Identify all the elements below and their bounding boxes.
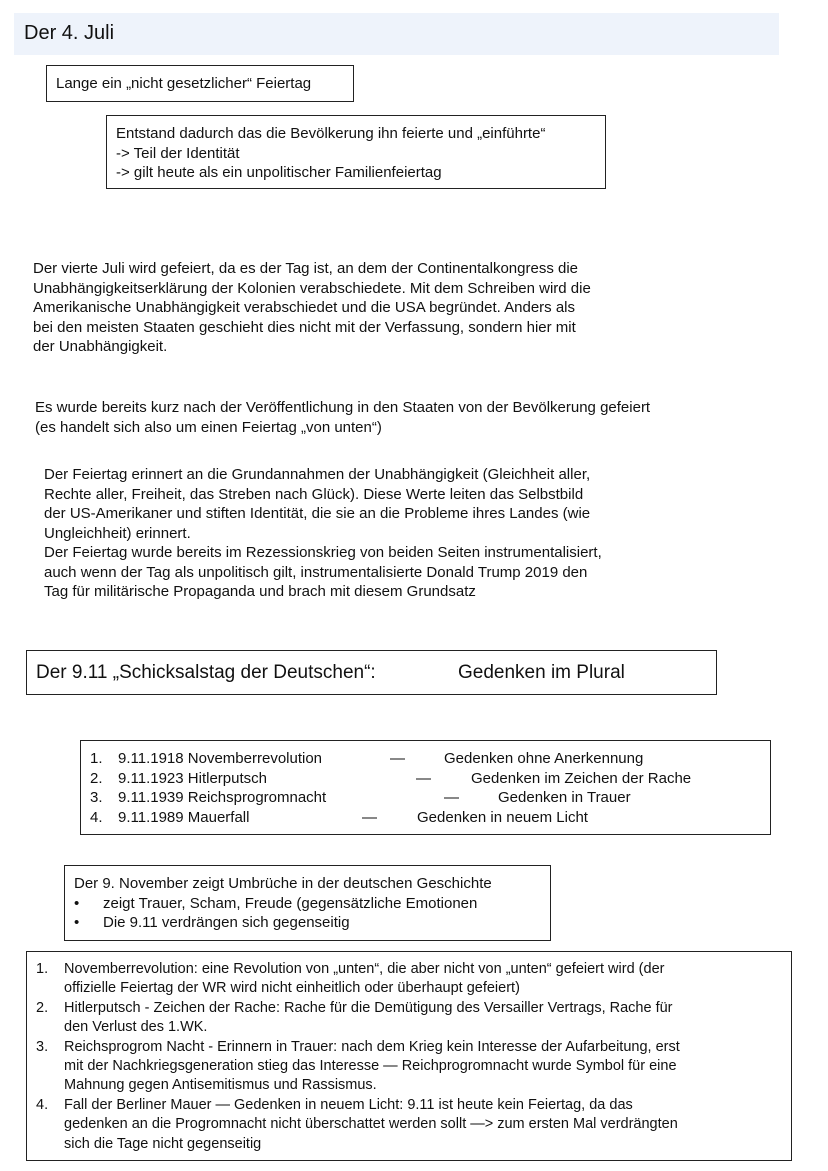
paragraph-line: Der Feiertag wurde bereits im Rezessionskrieg von beiden Seiten instrumentalisiert, bbox=[44, 544, 602, 561]
paragraph-reason bbox=[33, 259, 591, 357]
list-number: 2. bbox=[90, 769, 103, 787]
paragraph-line: auch wenn der Tag als unpolitisch gilt, instrumentalisierte Donald Trump 2019 den bbox=[44, 563, 588, 581]
list-item bbox=[90, 749, 322, 769]
paragraph-line: Der Feiertag erinnert an die Grundannahmen der Unabhängigkeit (Gleichheit aller, bbox=[44, 466, 591, 483]
note-box-origin bbox=[106, 115, 606, 189]
dash-separator: — bbox=[416, 769, 431, 787]
list-item bbox=[36, 1096, 680, 1154]
note-line: Entstand dadurch das die Bevölkerung ihn feierte und „einführte“ bbox=[116, 125, 546, 142]
list-meaning: Gedenken im Zeichen der Rache bbox=[471, 769, 692, 787]
list-line: Novemberrevolution: eine Revolution von „unten“, die aber nicht von „unten“ gefeiert wird (der bbox=[64, 961, 665, 977]
summary-heading: Der 9. November zeigt Umbrüche in der deutschen Geschichte bbox=[74, 875, 492, 892]
paragraph-values bbox=[44, 465, 602, 602]
dash-separator: — bbox=[444, 789, 459, 806]
paragraph-line: (es handelt sich also um einen Feiertag „von unten“) bbox=[35, 418, 382, 436]
list-item bbox=[36, 1038, 680, 1096]
details-box bbox=[26, 951, 792, 1161]
bullet-text: Die 9.11 verdrängen sich gegenseitig bbox=[103, 914, 350, 931]
note-line: -> gilt heute als ein unpolitischer Familienfeiertag bbox=[116, 164, 442, 181]
list-line: Mahnung gegen Antisemitismus und Rassismus. bbox=[64, 1077, 377, 1094]
paragraph-line: Unabhängigkeitserklärung der Kolonien verabschiedete. Mit dem Schreiben wird die bbox=[33, 279, 591, 297]
list-line: Hitlerputsch - Zeichen der Rache: Rache für die Demütigung des Versailler Vertrags, Rache für bbox=[64, 999, 673, 1016]
bullet-item bbox=[74, 913, 492, 933]
paragraph-line: Es wurde bereits kurz nach der Veröffentlichung in den Staaten von der Bevölkerung gefeiert bbox=[35, 399, 651, 416]
list-line: sich die Tage nicht gegenseitig bbox=[64, 1135, 262, 1152]
bullet-icon: • bbox=[74, 894, 80, 912]
details-list bbox=[36, 960, 680, 1154]
dates-list bbox=[90, 749, 760, 829]
list-meaning: Gedenken ohne Anerkennung bbox=[444, 750, 644, 767]
list-item bbox=[36, 960, 680, 999]
section-title-box bbox=[26, 650, 717, 695]
paragraph-line: bei den meisten Staaten geschieht dies nicht mit der Verfassung, sondern hier mit bbox=[33, 318, 576, 336]
list-line: Reichsprogrom Nacht - Erinnern in Trauer: nach dem Krieg kein Interesse der Aufarbeitung, erst bbox=[64, 1038, 680, 1055]
page-header bbox=[14, 13, 779, 55]
section-title: Der 9.11 „Schicksalstag der Deutschen“: bbox=[36, 662, 376, 683]
list-line: offizielle Feiertag der WR wird nicht einheitlich oder überhaupt gefeiert) bbox=[64, 980, 520, 997]
paragraph-line: Der vierte Juli wird gefeiert, da es der Tag ist, an dem der Continentalkongress die bbox=[33, 260, 579, 277]
list-date: 9.11.1939 Reichsprogromnacht bbox=[118, 789, 327, 806]
list-number: 4. bbox=[90, 808, 103, 826]
summary-box bbox=[64, 865, 551, 941]
summary-content bbox=[74, 874, 492, 933]
list-item bbox=[90, 808, 249, 828]
dash-separator: — bbox=[362, 808, 377, 826]
list-meaning: Gedenken in neuem Licht bbox=[417, 808, 588, 826]
bullet-item bbox=[74, 894, 492, 914]
list-item bbox=[36, 999, 680, 1038]
paragraph-line: Amerikanische Unabhängigkeit verabschiedet und die USA begründet. Anders als bbox=[33, 299, 576, 316]
list-date: 9.11.1918 Novemberrevolution bbox=[118, 750, 323, 767]
list-number: 4. bbox=[36, 1096, 49, 1113]
list-number: 3. bbox=[36, 1038, 49, 1055]
bullet-icon: • bbox=[74, 914, 80, 931]
bullet-text: zeigt Trauer, Scham, Freude (gegensätzliche Emotionen bbox=[103, 894, 478, 912]
dates-list-box bbox=[80, 740, 771, 835]
list-number: 3. bbox=[90, 789, 103, 806]
paragraph-line: Ungleichheit) erinnert. bbox=[44, 524, 191, 542]
paragraph-celebration bbox=[35, 398, 650, 437]
note-text: Lange ein „nicht gesetzlicher“ Feiertag bbox=[56, 75, 312, 92]
page-title: Der 4. Juli bbox=[24, 22, 115, 44]
list-number: 1. bbox=[36, 961, 49, 977]
list-line: mit der Nachkriegsgeneration stieg das Interesse — Reichprogromnacht wurde Symbol für eine bbox=[64, 1058, 677, 1075]
list-item bbox=[90, 788, 326, 808]
list-number: 2. bbox=[36, 999, 49, 1016]
list-item bbox=[90, 769, 267, 789]
note-lines bbox=[116, 124, 545, 183]
list-meaning: Gedenken in Trauer bbox=[498, 789, 631, 806]
section-subtitle: Gedenken im Plural bbox=[458, 662, 625, 683]
list-line: gedenken an die Progromnacht nicht überschattet werden sollt —> zum ersten Mal verdrängten bbox=[64, 1116, 678, 1133]
dash-separator: — bbox=[390, 750, 405, 767]
paragraph-line: der US-Amerikaner und stiften Identität, die sie an die Probleme ihres Landes (wie bbox=[44, 505, 591, 522]
list-date: 9.11.1923 Hitlerputsch bbox=[118, 769, 267, 787]
list-line: den Verlust des 1.WK. bbox=[64, 1019, 208, 1036]
paragraph-line: Tag für militärische Propaganda und brach mit diesem Grundsatz bbox=[44, 583, 476, 600]
paragraph-line: der Unabhängigkeit. bbox=[33, 338, 168, 355]
list-number: 1. bbox=[90, 750, 103, 767]
note-line: -> Teil der Identität bbox=[116, 144, 240, 162]
list-line: Fall der Berliner Mauer — Gedenken in neuem Licht: 9.11 ist heute kein Feiertag, da das bbox=[64, 1096, 633, 1113]
list-date: 9.11.1989 Mauerfall bbox=[118, 808, 250, 826]
paragraph-line: Rechte aller, Freiheit, das Streben nach Glück). Diese Werte leiten das Selbstbild bbox=[44, 485, 584, 503]
note-box-legal-status bbox=[46, 65, 354, 102]
